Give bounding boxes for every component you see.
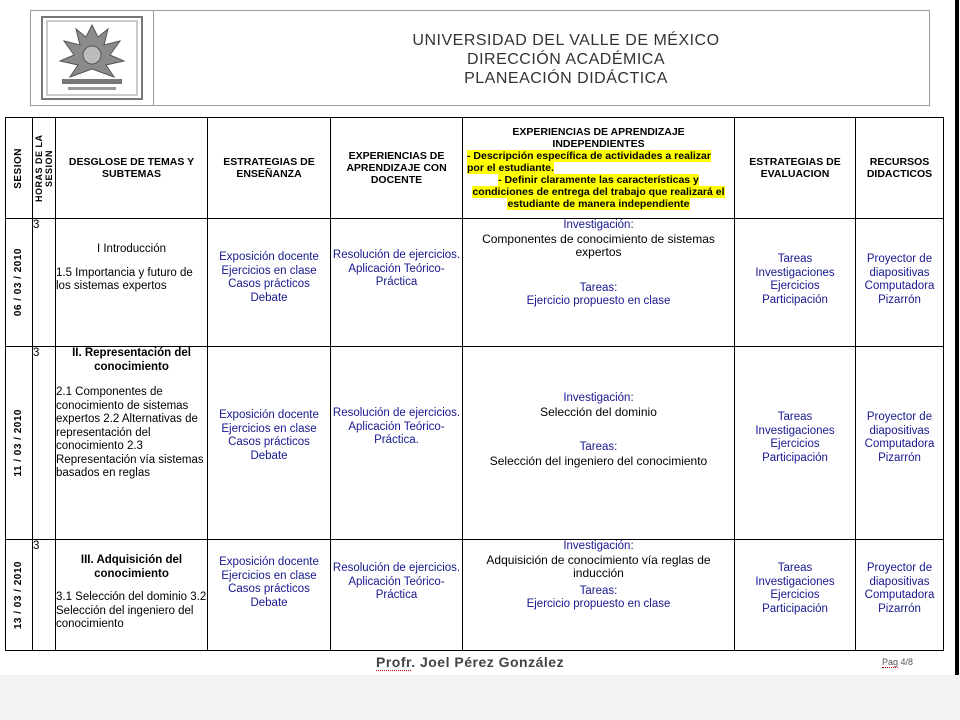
research-text: Adquisición de conocimiento vía reglas de inducción bbox=[486, 552, 711, 580]
research-text: Selección del dominio bbox=[540, 404, 657, 419]
resources-cell bbox=[856, 540, 944, 651]
resources-cell bbox=[856, 219, 944, 347]
tasks-text: Selección del ingeniero del conocimiento bbox=[489, 453, 708, 468]
resource-item: diapositivas bbox=[869, 575, 930, 588]
teaching-item: Casos prácticos bbox=[228, 278, 310, 290]
session-date: 13 / 03 / 2010 bbox=[6, 540, 33, 651]
evaluation-item: Ejercicios bbox=[770, 589, 820, 601]
page-right-edge bbox=[955, 0, 959, 675]
evaluation-item: Tareas bbox=[777, 253, 813, 265]
teaching-cell bbox=[208, 540, 331, 651]
independent-cell bbox=[463, 540, 735, 651]
tasks-label: Tareas: bbox=[579, 584, 618, 597]
slide-bottom-band bbox=[0, 675, 960, 720]
research-label: Investigación: bbox=[563, 219, 634, 231]
col-with-teacher: EXPERIENCIAS DE APRENDIZAJE CON DOCENTE bbox=[331, 118, 463, 219]
evaluation-item: Investigaciones bbox=[755, 266, 835, 279]
teaching-item: Ejercicios en clase bbox=[221, 569, 317, 582]
session-date: 06 / 03 / 2010 bbox=[6, 219, 33, 347]
planning-table bbox=[5, 117, 944, 651]
with-teacher-cell bbox=[331, 540, 463, 651]
session-hours: 3 bbox=[33, 347, 56, 540]
topic-title: III. Adquisición del conocimiento bbox=[80, 554, 183, 580]
subtopics: 3.1 Selección del dominio 3.2 Selección del ingeniero del conocimiento bbox=[56, 591, 207, 630]
teaching-item: Debate bbox=[250, 596, 288, 609]
eagle-seal-icon bbox=[40, 15, 144, 101]
resource-item: Computadora bbox=[864, 280, 935, 292]
evaluation-cell bbox=[735, 347, 856, 540]
teaching-item: Exposición docente bbox=[219, 556, 319, 568]
topic-title: II. Representación del conocimiento bbox=[72, 347, 191, 373]
evaluation-item: Participación bbox=[762, 293, 828, 306]
table-header-row bbox=[6, 118, 944, 219]
document-header bbox=[30, 10, 930, 106]
with-teacher-cell bbox=[331, 347, 463, 540]
tasks-label: Tareas: bbox=[579, 441, 618, 453]
university-logo bbox=[31, 11, 154, 105]
author-name: Profr. Joel Pérez González bbox=[376, 654, 565, 670]
with-teacher-cell bbox=[331, 219, 463, 347]
resource-item: Pizarrón bbox=[878, 451, 921, 464]
academic-direction: DIRECCIÓN ACADÉMICA bbox=[467, 51, 665, 68]
resource-item: Pizarrón bbox=[878, 602, 921, 615]
independent-cell bbox=[463, 219, 735, 347]
col-topics: DESGLOSE DE TEMAS Y SUBTEMAS bbox=[56, 118, 208, 219]
independent-cell bbox=[463, 347, 735, 540]
teaching-item: Exposición docente bbox=[219, 409, 319, 421]
col-resources: RECURSOS DIDACTICOS bbox=[856, 118, 944, 219]
page-number: Pag 4/8 bbox=[882, 657, 914, 667]
header-titles bbox=[381, 31, 751, 88]
evaluation-cell bbox=[735, 540, 856, 651]
col-teaching: ESTRATEGIAS DE ENSEÑANZA bbox=[208, 118, 331, 219]
research-label: Investigación: bbox=[563, 540, 634, 552]
col-hours: HORAS DE LA SESION bbox=[33, 118, 56, 219]
session-hours: 3 bbox=[33, 540, 56, 651]
resources-cell bbox=[856, 347, 944, 540]
evaluation-item: Investigaciones bbox=[755, 424, 835, 437]
tasks-label: Tareas: bbox=[579, 281, 618, 294]
resource-item: Computadora bbox=[864, 589, 935, 601]
col-independent bbox=[463, 118, 735, 219]
col-session: SESION bbox=[6, 118, 33, 219]
with-teacher-text: Resolución de ejercicios. Aplicación Teórico-Práctica bbox=[332, 249, 461, 288]
resource-item: Computadora bbox=[864, 438, 935, 450]
tasks-text: Ejercicio propuesto en clase bbox=[526, 598, 671, 610]
teaching-cell bbox=[208, 219, 331, 347]
research-label: Investigación: bbox=[563, 392, 634, 404]
session-hours: 3 bbox=[33, 219, 56, 347]
topics-cell bbox=[56, 347, 208, 540]
university-name: UNIVERSIDAD DEL VALLE DE MÉXICO bbox=[412, 32, 720, 49]
evaluation-item: Ejercicios bbox=[770, 280, 820, 292]
with-teacher-text: Resolución de ejercicios. Aplicación Teórico-Práctica bbox=[332, 562, 461, 601]
resource-item: diapositivas bbox=[869, 424, 930, 437]
teaching-item: Casos prácticos bbox=[228, 436, 310, 448]
evaluation-item: Tareas bbox=[777, 411, 813, 423]
independent-note-1: - Descripción específica de actividades a realizar por el estudiante. bbox=[467, 150, 711, 174]
table-row bbox=[6, 347, 944, 540]
topics-cell bbox=[56, 540, 208, 651]
teaching-item: Debate bbox=[250, 291, 288, 304]
with-teacher-text: Resolución de ejercicios. Aplicación Teórico-Práctica. bbox=[332, 407, 461, 446]
resource-item: Proyector de bbox=[866, 253, 933, 265]
evaluation-item: Ejercicios bbox=[770, 438, 820, 450]
subtopics: 1.5 Importancia y futuro de los sistemas expertos bbox=[56, 266, 193, 292]
table-row bbox=[6, 540, 944, 651]
independent-title: EXPERIENCIAS DE APRENDIZAJE INDEPENDIENTES bbox=[512, 126, 685, 150]
teaching-item: Debate bbox=[250, 449, 288, 462]
subtopics: 2.1 Componentes de conocimiento de sistemas expertos 2.2 Alternativas de representación del conocimiento 2.3 Representación vía sistemas basados en reglas bbox=[56, 386, 204, 479]
evaluation-item: Participación bbox=[762, 451, 828, 464]
tasks-text: Ejercicio propuesto en clase bbox=[526, 295, 671, 307]
topic-title: I Introducción bbox=[96, 243, 167, 255]
evaluation-cell bbox=[735, 219, 856, 347]
research-text: Componentes de conocimiento de sistemas expertos bbox=[482, 231, 715, 259]
independent-note-2: - Definir claramente las características y condiciones de entrega del trabajo que realizará el estudiante de manera independiente bbox=[472, 174, 725, 210]
teaching-item: Ejercicios en clase bbox=[221, 422, 317, 435]
didactic-planning: PLANEACIÓN DIDÁCTICA bbox=[464, 70, 668, 87]
teaching-item: Exposición docente bbox=[219, 251, 319, 263]
col-evaluation: ESTRATEGIAS DE EVALUACION bbox=[735, 118, 856, 219]
table-row bbox=[6, 219, 944, 347]
topics-cell bbox=[56, 219, 208, 347]
teaching-cell bbox=[208, 347, 331, 540]
evaluation-item: Investigaciones bbox=[755, 575, 835, 588]
resource-item: diapositivas bbox=[869, 266, 930, 279]
resource-item: Proyector de bbox=[866, 562, 933, 574]
resource-item: Proyector de bbox=[866, 411, 933, 423]
session-date: 11 / 03 / 2010 bbox=[6, 347, 33, 540]
teaching-item: Casos prácticos bbox=[228, 583, 310, 595]
teaching-item: Ejercicios en clase bbox=[221, 264, 317, 277]
resource-item: Pizarrón bbox=[878, 293, 921, 306]
evaluation-item: Participación bbox=[762, 602, 828, 615]
evaluation-item: Tareas bbox=[777, 562, 813, 574]
